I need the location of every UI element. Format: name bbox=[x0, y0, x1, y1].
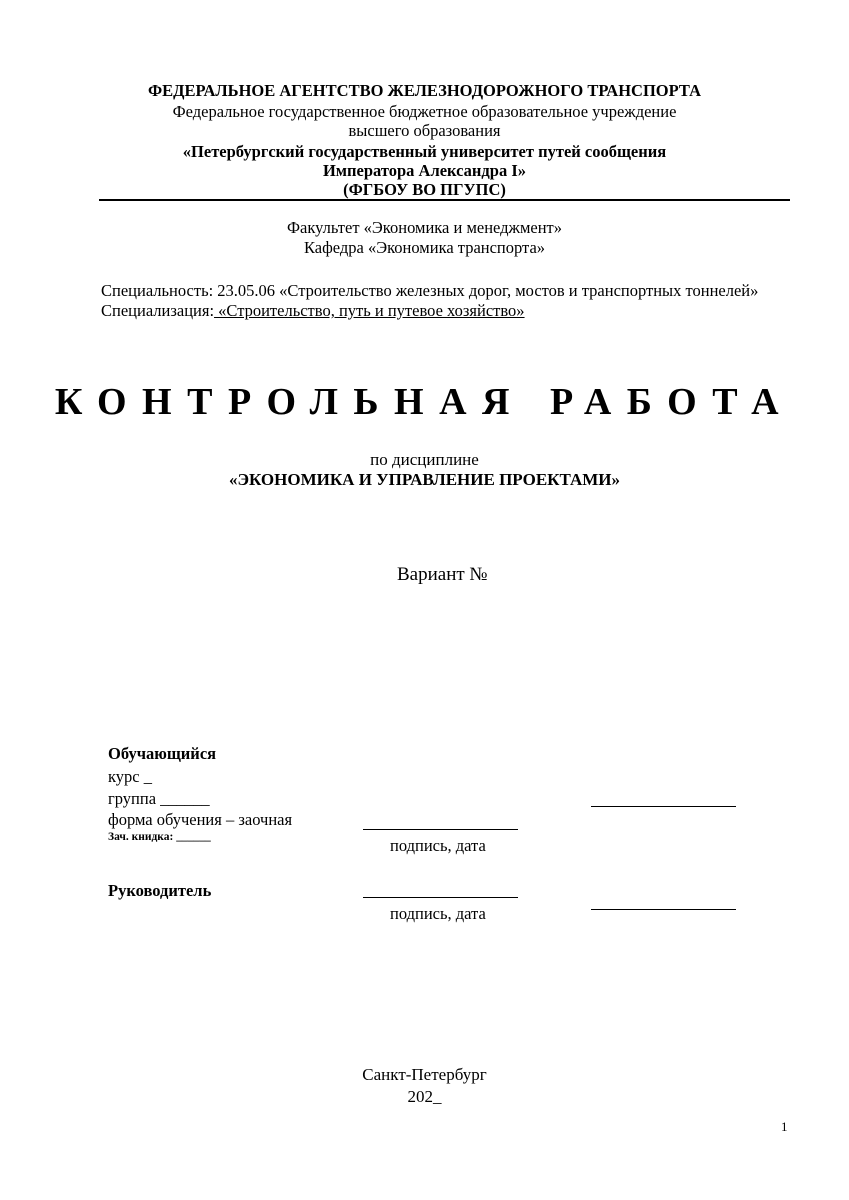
student-heading: Обучающийся bbox=[108, 744, 217, 763]
student-group: группа ______ bbox=[108, 789, 210, 808]
university-abbreviation: (ФГБОУ ВО ПГУПС) bbox=[343, 180, 506, 199]
year: 202_ bbox=[407, 1087, 442, 1106]
student-signature-label: подпись, дата bbox=[390, 836, 486, 855]
university-name-line2: Императора Александра I» bbox=[322, 161, 527, 180]
supervisor-signature-label: подпись, дата bbox=[390, 904, 486, 923]
student-signature-line bbox=[363, 829, 518, 830]
specialty: Специальность: 23.05.06 «Строительство железных дорог, мостов и транспортных тоннелей» bbox=[101, 281, 759, 300]
city: Санкт-Петербург bbox=[362, 1065, 487, 1084]
page-number: 1 bbox=[781, 1119, 788, 1134]
agency-name: ФЕДЕРАЛЬНОЕ АГЕНТСТВО ЖЕЛЕЗНОДОРОЖНОГО ТРАНСПОРТА bbox=[147, 81, 702, 100]
education-level: высшего образования bbox=[348, 121, 501, 140]
supervisor-heading: Руководитель bbox=[108, 881, 212, 900]
student-course: курс _ bbox=[108, 767, 152, 786]
specialization-value: «Строительство, путь и путевое хозяйство» bbox=[214, 301, 525, 320]
supervisor-signature-line bbox=[363, 897, 518, 898]
student-name-line bbox=[591, 806, 736, 807]
specialization bbox=[101, 301, 525, 321]
institution-type: Федеральное государственное бюджетное образовательное учреждение bbox=[172, 102, 677, 121]
discipline-name: «ЭКОНОМИКА И УПРАВЛЕНИЕ ПРОЕКТАМИ» bbox=[228, 470, 621, 489]
variant-number: Вариант № bbox=[397, 564, 488, 585]
supervisor-name-line bbox=[591, 909, 736, 910]
student-record-book: Зач. книдка: ______ bbox=[108, 831, 211, 843]
department: Кафедра «Экономика транспорта» bbox=[303, 238, 546, 257]
document-title: КОНТРОЛЬНАЯ РАБОТА bbox=[54, 381, 795, 423]
specialization-label: Специализация: bbox=[101, 301, 215, 320]
discipline-prefix: по дисциплине bbox=[370, 450, 479, 469]
student-study-form: форма обучения – заочная bbox=[108, 810, 293, 829]
header-divider bbox=[99, 199, 790, 201]
university-name-line1: «Петербургский государственный университет путей сообщения bbox=[182, 142, 667, 161]
faculty: Факультет «Экономика и менеджмент» bbox=[287, 218, 562, 237]
